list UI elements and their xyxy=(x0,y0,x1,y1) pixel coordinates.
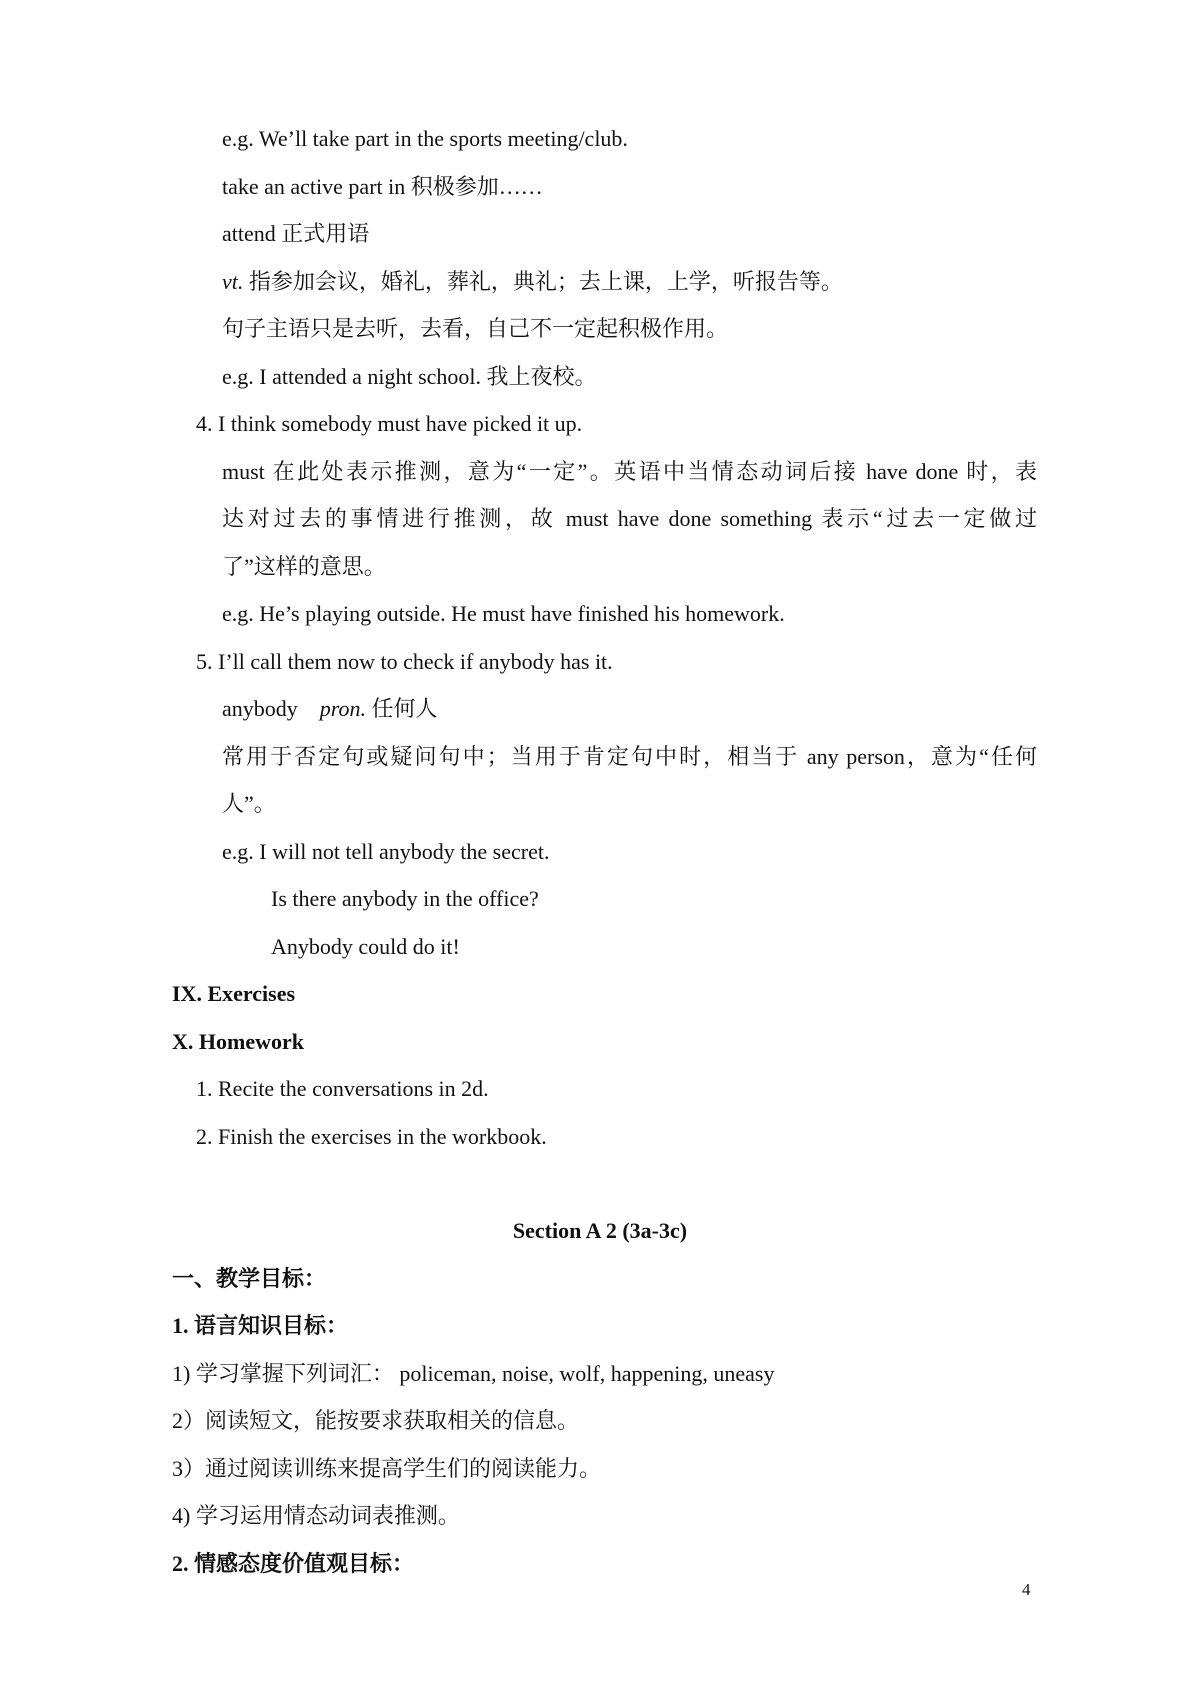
homework-item-1: 1. Recite the conversations in 2d. xyxy=(196,1076,489,1101)
item-4-explanation-line-3: 了”这样的意思。 xyxy=(222,554,386,579)
heading-homework: X. Homework xyxy=(172,1029,304,1054)
example-secret: e.g. I will not tell anybody the secret. xyxy=(222,839,550,864)
example-could: Anybody could do it! xyxy=(271,934,460,959)
word-attend: attend 正式用语 xyxy=(222,221,370,246)
goal-2-heading: 2. 情感态度价值观目标： xyxy=(172,1551,415,1576)
item-4: 4. I think somebody must have picked it up. xyxy=(196,411,583,436)
anybody-meaning: 任何人 xyxy=(366,696,438,721)
example-office: Is there anybody in the office? xyxy=(271,886,539,911)
page-number: 4 xyxy=(1022,1580,1031,1599)
anybody-explanation-line-2: 人”。 xyxy=(222,791,276,816)
goal-1-heading: 1. 语言知识目标： xyxy=(172,1313,349,1338)
teaching-goals-heading: 一、教学目标： xyxy=(172,1266,327,1291)
pos-vt: vt. xyxy=(222,269,244,294)
goal-1-item-2: 2）阅读短文，能按要求获取相关的信息。 xyxy=(172,1408,580,1433)
heading-exercises: IX. Exercises xyxy=(172,981,296,1006)
attend-definition xyxy=(222,267,843,297)
goal-1-item-3: 3）通过阅读训练来提高学生们的阅读能力。 xyxy=(172,1456,602,1481)
homework-item-2: 2. Finish the exercises in the workbook. xyxy=(196,1124,547,1149)
item-5: 5. I’ll call them now to check if anybody has it. xyxy=(196,649,613,674)
item-4-explanation-line-2: 达对过去的事情进行推测，故 must have done something 表示“过去一定做过 xyxy=(222,506,1037,531)
example-attended: e.g. I attended a night school. 我上夜校。 xyxy=(222,364,597,389)
example-playing: e.g. He’s playing outside. He must have finished his homework. xyxy=(222,601,785,626)
anybody-entry xyxy=(222,694,438,724)
attend-note: 句子主语只是去听，去看，自己不一定起积极作用。 xyxy=(222,316,729,341)
pos-pron: pron. xyxy=(319,696,367,721)
anybody-word: anybody xyxy=(222,696,298,721)
goal-1-item-4: 4) 学习运用情态动词表推测。 xyxy=(172,1503,460,1528)
goal-1-item-1: 1) 学习掌握下列词汇： policeman, noise, wolf, happening, uneasy xyxy=(172,1361,775,1386)
vt-definition-text: 指参加会议，婚礼，葬礼，典礼；去上课，上学，听报告等。 xyxy=(243,269,843,294)
example-take-part: e.g. We’ll take part in the sports meeting/club. xyxy=(222,126,628,151)
item-4-explanation-line-1: must 在此处表示推测，意为“一定”。英语中当情态动词后接 have done 时，表 xyxy=(222,459,1037,484)
phrase-active-part: take an active part in 积极参加…… xyxy=(222,174,543,199)
section-title: Section A 2 (3a-3c) xyxy=(512,1218,688,1243)
anybody-explanation-line-1: 常用于否定句或疑问句中；当用于肯定句中时，相当于 any person，意为“任何 xyxy=(222,744,1037,769)
